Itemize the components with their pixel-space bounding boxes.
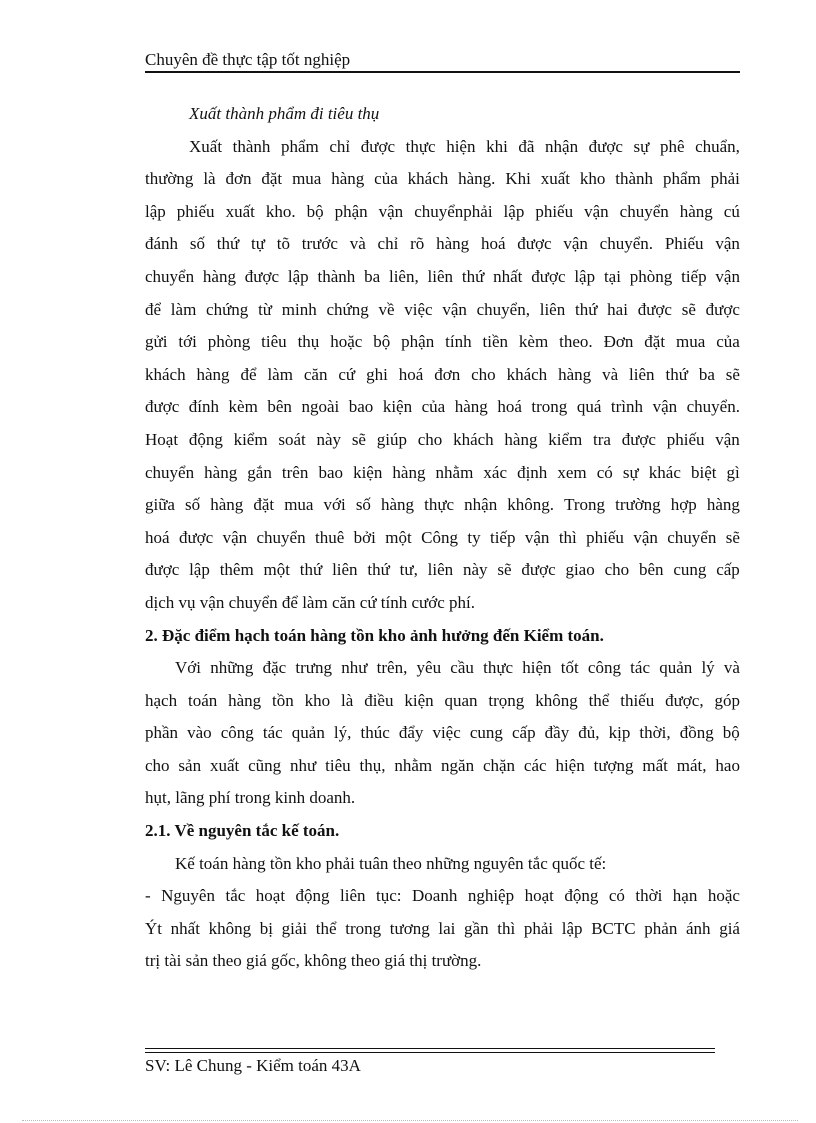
text-line: giữa số hàng đặt mua với số hàng thực nhận không. Trong trường hợp hàng: [145, 495, 740, 515]
text-line: chuyển hàng được lập thành ba liên, liên thứ nhất được lập tại phòng tiếp vận: [145, 266, 740, 286]
paragraph-xuat-thanh-pham: [145, 131, 740, 620]
text-line: hoá được vận chuyển thuê bởi một Công ty tiếp vận thì phiếu vận chuyển sẽ: [145, 527, 740, 547]
footer-rule: [145, 1048, 715, 1049]
document-body: [145, 98, 740, 978]
text-line: Xuất thành phẩm chỉ được thực hiện khi đã nhận được sự phê chuẩn,: [189, 136, 740, 156]
text-line: Với những đặc trưng như trên, yêu cầu thực hiện tốt công tác quản lý và: [175, 658, 740, 678]
page-header: Chuyên đề thực tập tốt nghiệp: [145, 49, 740, 73]
text-line: được lập thêm một thứ liên thứ tư, liên này sẽ được giao cho bên cung cấp: [145, 560, 740, 580]
text-line: Ýt nhất không bị giải thể trong tương lai gần thì phải lập BCTC phản ánh giá: [145, 918, 740, 938]
text-line: đánh số thứ tự tõ trước và chỉ rõ hàng hoá được vận chuyển. Phiếu vận: [145, 234, 740, 254]
paragraph-dac-diem: [145, 652, 740, 815]
paragraph-nguyen-tac-intro: Kế toán hàng tồn kho phải tuân theo những nguyên tắc quốc tế:: [175, 853, 607, 873]
footer-rule-double: [145, 1052, 715, 1053]
page-footer: SV: Lê Chung - Kiểm toán 43A: [145, 1056, 361, 1075]
text-line: Hoạt động kiểm soát này sẽ giúp cho khách hàng kiểm tra được phiếu vận: [145, 429, 740, 449]
text-line: khách hàng để làm căn cứ ghi hoá đơn cho khách hàng và liên thứ ba sẽ: [145, 364, 740, 384]
text-line: được đính kèm bên ngoài bao kiện của hàng hoá trong quá trình vận chuyển.: [145, 397, 740, 417]
section-italic-heading: Xuất thành phẩm đi tiêu thụ: [189, 104, 380, 123]
text-line: dịch vụ vận chuyển để làm căn cứ tính cước phí.: [145, 592, 476, 612]
text-line: chuyển hàng gắn trên bao kiện hàng nhằm xác định xem có sự khác biệt gì: [145, 462, 740, 482]
text-line: hụt, lãng phí trong kinh doanh.: [145, 788, 356, 808]
text-line: trị tài sản theo giá gốc, không theo giá thị trường.: [145, 951, 482, 971]
page-edge-dots: [22, 1120, 798, 1121]
text-line: lập phiếu xuất kho. bộ phận vận chuyểnphải lập phiếu vận chuyển hàng cú: [145, 201, 740, 221]
paragraph-hoat-dong-lien-tuc: [145, 880, 740, 978]
text-line: để làm chứng từ minh chứng về việc vận chuyển, liên thứ hai được sẽ được: [145, 299, 740, 319]
text-line: phần vào công tác quản lý, thúc đẩy việc cung cấp đầy đủ, kịp thời, đồng bộ: [145, 723, 740, 743]
text-line: thường là đơn đặt mua hàng của khách hàng. Khi xuất kho thành phẩm phải: [145, 169, 740, 189]
text-line: cho sản xuất cũng như tiêu thụ, nhằm ngăn chặn các hiện tượng mất mát, hao: [145, 755, 740, 775]
text-line: hạch toán hàng tồn kho là điều kiện quan trọng không thể thiếu được, góp: [145, 690, 740, 710]
text-line: - Nguyên tắc hoạt động liên tục: Doanh nghiệp hoạt động có thời hạn hoặc: [145, 886, 740, 906]
heading-section-2: 2. Đặc điểm hạch toán hàng tồn kho ảnh hưởng đến Kiểm toán.: [145, 625, 604, 645]
text-line: gửi tới phòng tiêu thụ hoặc bộ phận tính tiền kèm theo. Đơn đặt mua của: [145, 332, 740, 352]
heading-section-2-1: 2.1. Về nguyên tắc kế toán.: [145, 821, 340, 841]
